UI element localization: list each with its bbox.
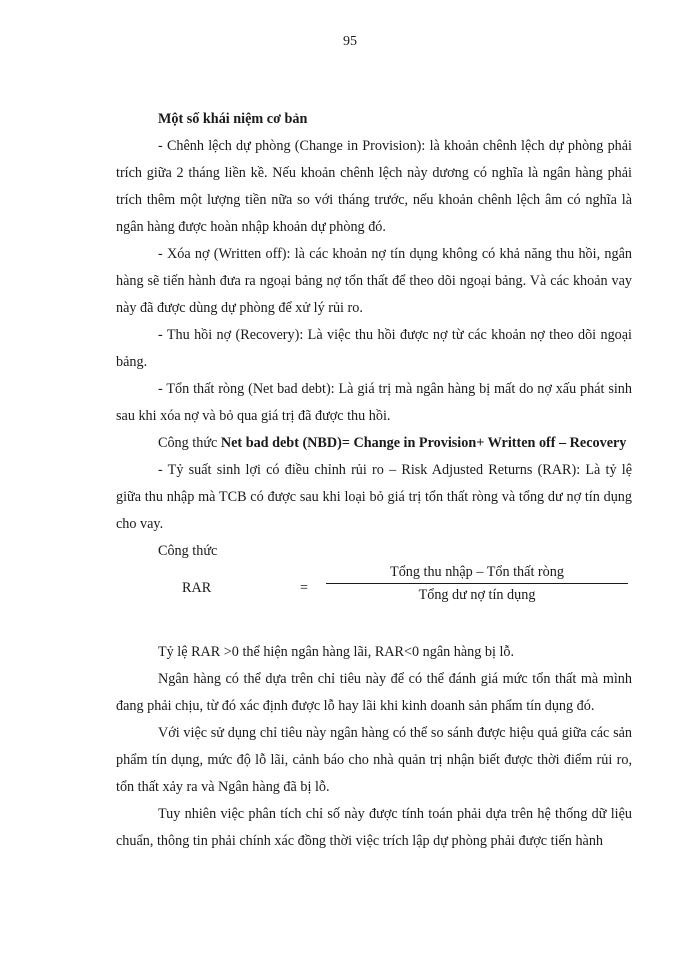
formula-numerator: Tổng thu nhập – Tổn thất ròng — [390, 564, 564, 580]
nbd-formula: Net bad debt (NBD)= Change in Provision+ Written off – Recovery — [220, 435, 627, 451]
paragraph-nbd-formula — [116, 430, 632, 457]
paragraph-recovery: - Thu hồi nợ (Recovery): Là việc thu hồi được nợ từ các khoản nợ theo dõi ngoại bảng. — [116, 327, 632, 370]
rar-formula — [116, 564, 632, 625]
paragraph-change-in-provision: - Chênh lệch dự phòng (Change in Provision): là khoản chênh lệch dự phòng phải trích giữa 2 tháng liền kề. Nếu khoản chênh lệch này dương có nghĩa là ngân hàng phải trích thêm một lượng tiền nữa so với tháng trước, nếu khoản chênh lệch âm có nghĩa là ngân hàng được hoàn nhập khoản dự phòng đó. — [116, 138, 632, 235]
formula-fraction — [326, 561, 628, 606]
formula-denominator: Tổng dư nợ tín dụng — [326, 583, 628, 606]
page-number: 95 — [343, 34, 357, 49]
paragraph-rar-usage: Ngân hàng có thể dựa trên chỉ tiêu này để có thể đánh giá mức tổn thất mà mình đang phải chịu, từ đó xác định được lỗ hay lãi khi kinh doanh sản phẩm tín dụng đó. — [116, 671, 632, 714]
paragraph-rar-sign: Tỷ lệ RAR >0 thể hiện ngân hàng lãi, RAR<0 ngân hàng bị lỗ. — [158, 644, 515, 660]
formula-prefix: Công thức — [158, 435, 221, 451]
section-heading: Một số khái niệm cơ bản — [158, 111, 308, 127]
paragraph-rar-definition: - Tỷ suất sinh lợi có điều chỉnh rủi ro – Risk Adjusted Returns (RAR): Là tỷ lệ giữa thu nhập mà TCB có được sau khi loại bỏ giá trị tổn thất ròng và tổng dư nợ tín dụng cho vay. — [116, 462, 632, 532]
paragraph-rar-comparison: Với việc sử dụng chỉ tiêu này ngân hàng có thể so sánh được hiệu quả giữa các sản phẩm tín dụng, mức độ lỗ lãi, cảnh báo cho nhà quản trị nhận biết được thời điểm rủi ro, tổn thất xảy ra và Ngân hàng đã bị lỗ. — [116, 725, 632, 795]
paragraph-formula-label: Công thức — [158, 543, 218, 559]
page-content — [116, 106, 632, 855]
formula-equals: = — [300, 580, 309, 596]
paragraph-net-bad-debt: - Tổn thất ròng (Net bad debt): Là giá trị mà ngân hàng bị mất do nợ xấu phát sinh sau khi xóa nợ và bỏ qua giá trị đã được thu hồi. — [116, 381, 632, 424]
formula-lhs: RAR — [182, 580, 212, 596]
paragraph-rar-requirements: Tuy nhiên việc phân tích chỉ số này được tính toán phải dựa trên hệ thống dữ liệu chuẩn, thông tin phải chính xác đồng thời việc trích lập dự phòng phải được tiến hành — [116, 806, 632, 849]
paragraph-written-off: - Xóa nợ (Written off): là các khoản nợ tín dụng không có khả năng thu hồi, ngân hàng sẽ tiến hành đưa ra ngoại bảng nợ tổn thất để theo dõi ngoại bảng. Và các khoản vay này đã được dùng dự phòng để xử lý rủi ro. — [116, 246, 632, 316]
